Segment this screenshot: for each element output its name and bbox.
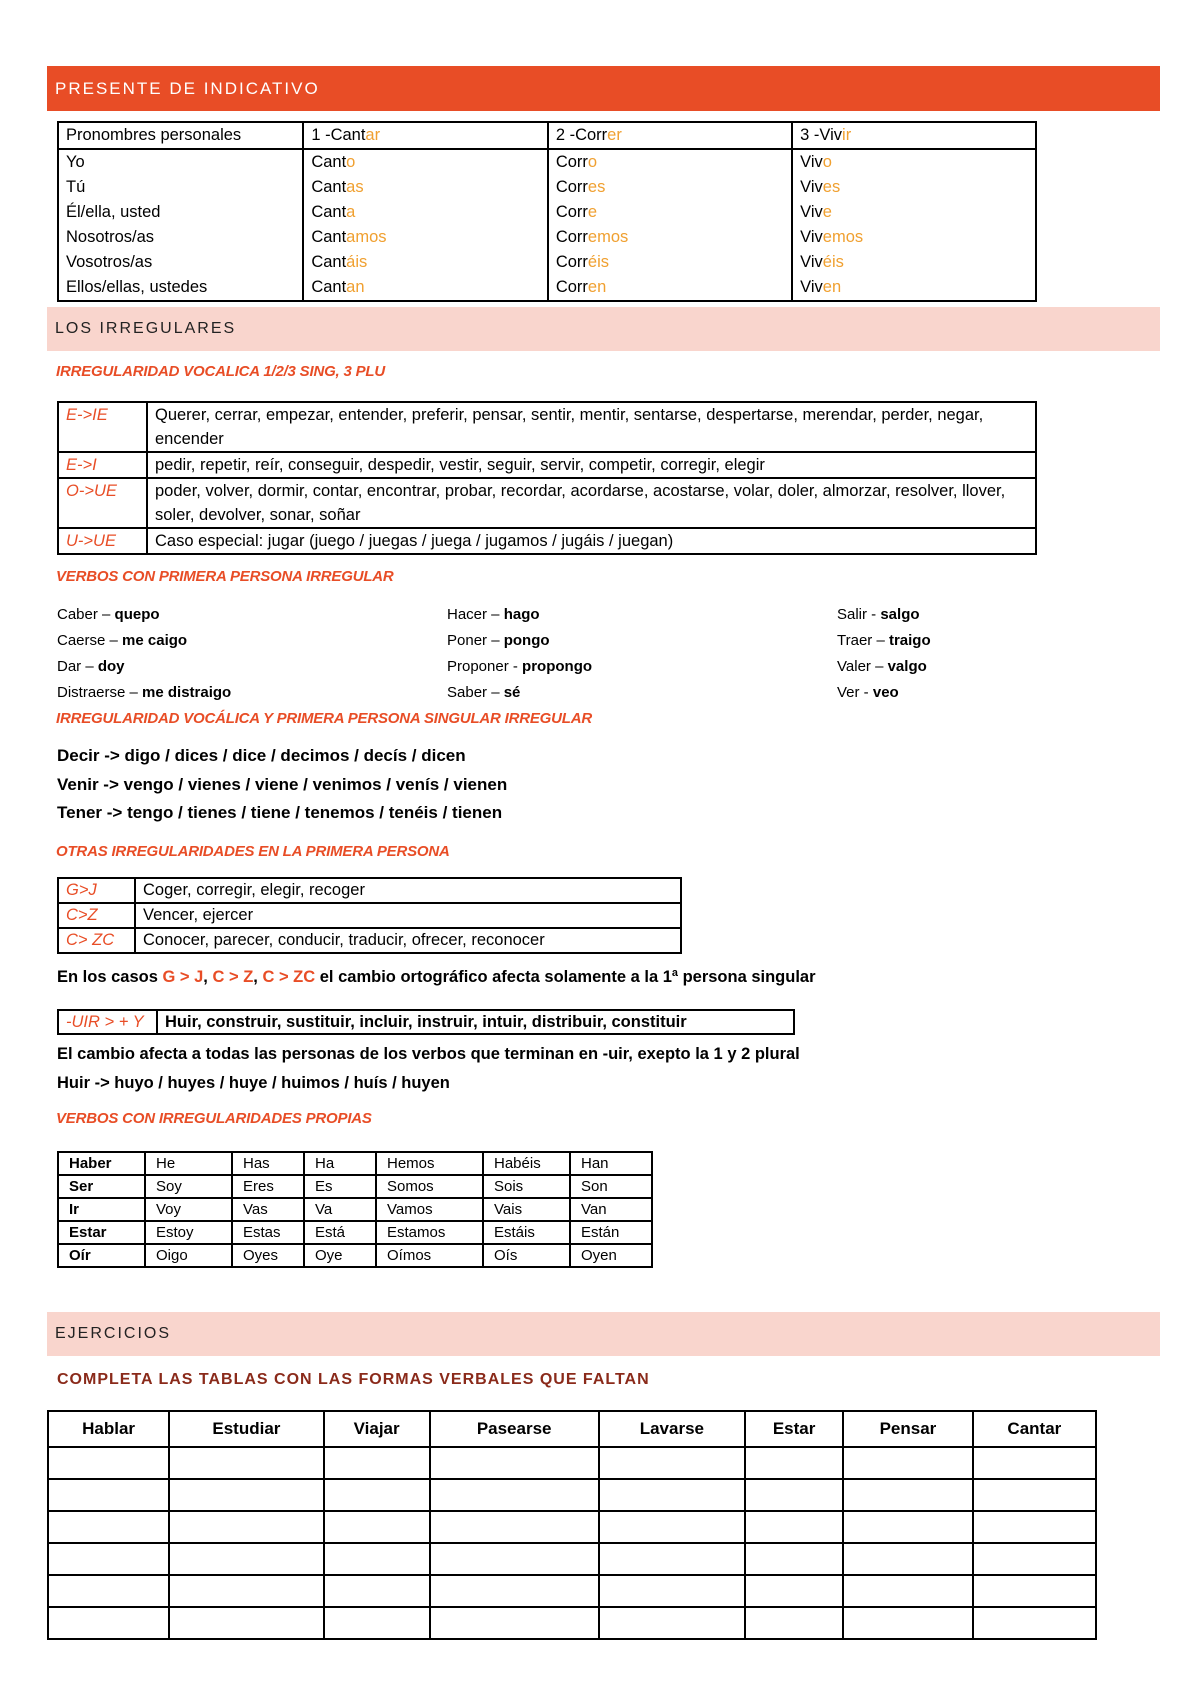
exercise-blank-cell[interactable] bbox=[843, 1447, 973, 1479]
verb-stem: Cant bbox=[311, 153, 347, 171]
verb-stem: Nosotros/as bbox=[66, 228, 155, 246]
exercise-row bbox=[48, 1543, 1096, 1575]
verb-stem: Él/ella, usted bbox=[66, 203, 161, 221]
exercise-blank-cell[interactable] bbox=[324, 1447, 430, 1479]
verb-infinitive: Proponer - bbox=[447, 658, 523, 675]
exercise-blank-cell[interactable] bbox=[169, 1575, 324, 1607]
table-row bbox=[58, 452, 1036, 478]
verb-form: Es bbox=[304, 1175, 376, 1198]
verb-form: me distraigo bbox=[142, 684, 232, 701]
verb-form: Oigo bbox=[145, 1244, 232, 1267]
verb-form: doy bbox=[97, 658, 125, 675]
conjugation-cell bbox=[792, 175, 1036, 200]
verb-form: Soy bbox=[145, 1175, 232, 1198]
verb-infinitive: Hacer – bbox=[447, 606, 504, 623]
vowel-change-table bbox=[57, 401, 1037, 555]
exercise-blank-cell[interactable] bbox=[430, 1511, 599, 1543]
exercise-blank-cell[interactable] bbox=[169, 1511, 324, 1543]
exercise-blank-cell[interactable] bbox=[599, 1575, 745, 1607]
verb-column bbox=[57, 602, 447, 706]
exercise-blank-cell[interactable] bbox=[843, 1543, 973, 1575]
exercise-blank-cell[interactable] bbox=[430, 1575, 599, 1607]
change-key: U->UE bbox=[58, 528, 147, 554]
conjugation-cell bbox=[303, 275, 548, 301]
verb-ending: es bbox=[822, 178, 841, 196]
exercise-blank-cell[interactable] bbox=[973, 1479, 1096, 1511]
verb-stem: 1 -Cant bbox=[311, 126, 366, 144]
uir-note: El cambio afecta a todas las personas de los verbos que terminan en -uir, exepto la 1 y 2 plural bbox=[57, 1045, 800, 1063]
section-header-presente bbox=[47, 66, 1160, 111]
verb-form: me caigo bbox=[122, 632, 188, 649]
exercise-blank-cell[interactable] bbox=[324, 1511, 430, 1543]
verb-pair bbox=[837, 654, 1200, 680]
table-row bbox=[58, 928, 681, 953]
verb-pair bbox=[57, 602, 447, 628]
exercise-column-header: Estudiar bbox=[169, 1411, 324, 1447]
verb-stem: Cant bbox=[311, 228, 347, 246]
verb-form: hago bbox=[503, 606, 540, 623]
exercise-blank-cell[interactable] bbox=[745, 1479, 843, 1511]
verb-stem: 3 -Viv bbox=[800, 126, 843, 144]
exercise-blank-cell[interactable] bbox=[973, 1447, 1096, 1479]
verb-form: quepo bbox=[114, 606, 160, 623]
verb-list: pedir, repetir, reír, conseguir, despedir, vestir, seguir, servir, competir, corregir, elegir bbox=[147, 452, 1036, 478]
table-row bbox=[58, 478, 1036, 528]
section-header-ejercicios bbox=[47, 1312, 1160, 1356]
uir-verbs: Huir, construir, sustituir, incluir, instruir, intuir, distribuir, constituir bbox=[157, 1010, 794, 1034]
verb-stem: Tú bbox=[66, 178, 86, 196]
combo-line: Tener -> tengo / tienes / tiene / tenemos / tenéis / tienen bbox=[57, 803, 503, 822]
conjugation-row bbox=[58, 225, 1036, 250]
exercise-column-header: Lavarse bbox=[599, 1411, 745, 1447]
section-title: LOS IRREGULARES bbox=[55, 320, 237, 337]
exercise-blank-cell[interactable] bbox=[973, 1607, 1096, 1639]
verb-list: Coger, corregir, elegir, recoger bbox=[135, 878, 681, 903]
verb-form: Vamos bbox=[376, 1198, 483, 1221]
subsection-title-propias: VERBOS CON IRREGULARIDADES PROPIAS bbox=[56, 1110, 372, 1127]
verb-pair bbox=[447, 628, 837, 654]
verb-form: Estoy bbox=[145, 1221, 232, 1244]
ortho-note: En los casos G > J, C > Z, C > ZC el cambio ortográfico afecta solamente a la 1ª persona singular bbox=[57, 968, 816, 986]
verb-form: valgo bbox=[887, 658, 927, 675]
verb-ending: amos bbox=[346, 228, 387, 246]
verb-infinitive: Estar bbox=[58, 1221, 145, 1244]
verb-form: Estáis bbox=[483, 1221, 570, 1244]
verb-ending: a bbox=[346, 203, 356, 221]
verb-infinitive: Ser bbox=[58, 1175, 145, 1198]
exercise-column-header: Estar bbox=[745, 1411, 843, 1447]
conjugation-cell bbox=[58, 200, 303, 225]
verb-form: Ha bbox=[304, 1152, 376, 1175]
exercise-blank-cell[interactable] bbox=[745, 1447, 843, 1479]
exercise-blank-cell[interactable] bbox=[745, 1511, 843, 1543]
change-key: E->IE bbox=[58, 402, 147, 452]
verb-stem: Ellos/ellas, ustedes bbox=[66, 278, 208, 296]
verb-ending: er bbox=[607, 126, 622, 144]
change-key: E->I bbox=[58, 452, 147, 478]
verb-ending: ar bbox=[365, 126, 381, 144]
verb-form: He bbox=[145, 1152, 232, 1175]
exercise-column-header: Pensar bbox=[843, 1411, 973, 1447]
exercise-blank-cell[interactable] bbox=[169, 1543, 324, 1575]
conjugation-row bbox=[58, 275, 1036, 301]
verb-stem: Corr bbox=[555, 203, 588, 221]
verb-form: Han bbox=[570, 1152, 652, 1175]
conjugation-table bbox=[57, 121, 1037, 302]
verb-infinitive: Caber – bbox=[57, 606, 115, 623]
table-row bbox=[58, 528, 1036, 554]
other-irregularities-table bbox=[57, 877, 682, 954]
verb-form: Oye bbox=[304, 1244, 376, 1267]
subsection-title-vocalica: IRREGULARIDAD VOCALICA 1/2/3 SING, 3 PLU bbox=[56, 363, 385, 380]
conjugation-cell bbox=[548, 275, 792, 301]
verb-form: Vais bbox=[483, 1198, 570, 1221]
exercise-blank-cell[interactable] bbox=[973, 1543, 1096, 1575]
verb-form: Son bbox=[570, 1175, 652, 1198]
verb-list: Conocer, parecer, conducir, traducir, ofrecer, reconocer bbox=[135, 928, 681, 953]
verb-form: Habéis bbox=[483, 1152, 570, 1175]
conjugation-cell bbox=[792, 225, 1036, 250]
verb-ending: ir bbox=[842, 126, 852, 144]
verb-form: Están bbox=[570, 1221, 652, 1244]
verb-list: Querer, cerrar, empezar, entender, preferir, pensar, sentir, mentir, sentarse, despertarse, merendar, perder, negar, encender bbox=[147, 402, 1036, 452]
exercise-blank-cell[interactable] bbox=[169, 1607, 324, 1639]
verb-stem: Cant bbox=[311, 178, 347, 196]
exercise-blank-cell[interactable] bbox=[843, 1607, 973, 1639]
conjugation-cell bbox=[58, 250, 303, 275]
exercise-blank-cell[interactable] bbox=[430, 1607, 599, 1639]
verb-ending: as bbox=[346, 178, 364, 196]
verb-list: Caso especial: jugar (juego / juegas / juega / jugamos / jugáis / juegan) bbox=[147, 528, 1036, 554]
verb-ending: emos bbox=[822, 228, 864, 246]
exercise-blank-cell[interactable] bbox=[324, 1479, 430, 1511]
conjugation-cell bbox=[58, 275, 303, 301]
conjugation-cell bbox=[58, 122, 303, 149]
verb-form: pongo bbox=[503, 632, 550, 649]
conjugation-cell bbox=[548, 149, 792, 175]
section-header-irregulares bbox=[47, 307, 1160, 351]
exercise-blank-cell[interactable] bbox=[48, 1543, 169, 1575]
exercise-blank-cell[interactable] bbox=[48, 1575, 169, 1607]
verb-infinitive: Distraerse – bbox=[57, 684, 143, 701]
verb-ending: o bbox=[346, 153, 356, 171]
verb-ending: en bbox=[587, 278, 607, 296]
verb-list: Vencer, ejercer bbox=[135, 903, 681, 928]
verb-pair bbox=[57, 680, 447, 706]
verb-stem: Corr bbox=[555, 228, 588, 246]
table-row bbox=[58, 878, 681, 903]
verb-stem: Viv bbox=[800, 278, 823, 296]
exercise-blank-cell[interactable] bbox=[843, 1575, 973, 1607]
exercise-instruction: COMPLETA LAS TABLAS CON LAS FORMAS VERBALES QUE FALTAN bbox=[57, 1371, 650, 1388]
conjugation-cell bbox=[548, 200, 792, 225]
verb-stem: Vosotros/as bbox=[66, 253, 153, 271]
verb-form: Está bbox=[304, 1221, 376, 1244]
uir-table bbox=[57, 1009, 795, 1035]
exercise-blank-cell[interactable] bbox=[48, 1479, 169, 1511]
verb-form: Has bbox=[232, 1152, 304, 1175]
conjugation-cell bbox=[303, 149, 548, 175]
verb-form: Estamos bbox=[376, 1221, 483, 1244]
conjugation-cell bbox=[548, 250, 792, 275]
change-key: O->UE bbox=[58, 478, 147, 528]
table-row bbox=[58, 1175, 652, 1198]
verb-form: salgo bbox=[880, 606, 920, 623]
verb-ending: e bbox=[587, 203, 598, 221]
exercise-blank-cell[interactable] bbox=[324, 1575, 430, 1607]
exercise-blank-cell[interactable] bbox=[430, 1543, 599, 1575]
exercise-blank-cell[interactable] bbox=[599, 1543, 745, 1575]
verb-ending: an bbox=[346, 278, 365, 296]
verb-infinitive: Ir bbox=[58, 1198, 145, 1221]
exercise-blank-cell[interactable] bbox=[599, 1607, 745, 1639]
exercise-blank-cell[interactable] bbox=[745, 1607, 843, 1639]
exercise-blank-cell[interactable] bbox=[973, 1575, 1096, 1607]
verb-ending: emos bbox=[587, 228, 629, 246]
verb-infinitive: Haber bbox=[58, 1152, 145, 1175]
combo-line: Decir -> digo / dices / dice / decimos / decís / dicen bbox=[57, 746, 466, 765]
verb-pair bbox=[447, 680, 837, 706]
verb-infinitive: Traer – bbox=[837, 632, 889, 649]
exercise-blank-cell[interactable] bbox=[599, 1479, 745, 1511]
conjugation-cell bbox=[792, 149, 1036, 175]
verb-pair bbox=[447, 602, 837, 628]
table-row bbox=[58, 903, 681, 928]
verb-ending: o bbox=[822, 153, 832, 171]
verb-form: veo bbox=[872, 684, 899, 701]
verb-form: Somos bbox=[376, 1175, 483, 1198]
conjugation-cell bbox=[303, 175, 548, 200]
verb-infinitive: Salir - bbox=[837, 606, 881, 623]
exercise-blank-cell[interactable] bbox=[48, 1447, 169, 1479]
exercise-column-header: Hablar bbox=[48, 1411, 169, 1447]
verb-ending: éis bbox=[822, 253, 844, 271]
exercise-row bbox=[48, 1447, 1096, 1479]
exercise-blank-cell[interactable] bbox=[599, 1447, 745, 1479]
verb-stem: 2 -Corr bbox=[555, 126, 608, 144]
exercise-table bbox=[47, 1410, 1097, 1640]
exercise-blank-cell[interactable] bbox=[48, 1607, 169, 1639]
verb-stem: Pronombres personales bbox=[66, 126, 242, 144]
verb-pair bbox=[57, 628, 447, 654]
verb-form: Van bbox=[570, 1198, 652, 1221]
verb-form: traigo bbox=[888, 632, 931, 649]
table-row bbox=[58, 1221, 652, 1244]
subsection-title-otras: OTRAS IRREGULARIDADES EN LA PRIMERA PERSONA bbox=[56, 843, 450, 860]
exercise-blank-cell[interactable] bbox=[324, 1543, 430, 1575]
verb-infinitive: Poner – bbox=[447, 632, 504, 649]
exercise-column-header: Cantar bbox=[973, 1411, 1096, 1447]
exercise-blank-cell[interactable] bbox=[430, 1447, 599, 1479]
verb-stem: Cant bbox=[311, 253, 347, 271]
verb-pair bbox=[837, 602, 1200, 628]
table-row bbox=[58, 1244, 652, 1267]
verb-pair bbox=[57, 654, 447, 680]
exercise-blank-cell[interactable] bbox=[48, 1511, 169, 1543]
verb-stem: Viv bbox=[800, 228, 823, 246]
verb-stem: Cant bbox=[311, 278, 347, 296]
conjugation-cell bbox=[548, 175, 792, 200]
verb-ending: es bbox=[587, 178, 606, 196]
conjugation-cell bbox=[303, 225, 548, 250]
exercise-row bbox=[48, 1575, 1096, 1607]
table-row bbox=[58, 402, 1036, 452]
verb-form: Hemos bbox=[376, 1152, 483, 1175]
verb-infinitive: Caerse – bbox=[57, 632, 123, 649]
section-title: EJERCICIOS bbox=[55, 1325, 172, 1342]
combo-line: Venir -> vengo / vienes / viene / venimos / venís / vienen bbox=[57, 775, 508, 794]
exercise-header-row bbox=[48, 1411, 1096, 1447]
exercise-blank-cell[interactable] bbox=[169, 1447, 324, 1479]
exercise-column-header: Viajar bbox=[324, 1411, 430, 1447]
verb-form: propongo bbox=[522, 658, 593, 675]
exercise-blank-cell[interactable] bbox=[745, 1575, 843, 1607]
conjugation-cell bbox=[792, 200, 1036, 225]
exercise-row bbox=[48, 1479, 1096, 1511]
verb-form: Oímos bbox=[376, 1244, 483, 1267]
conjugation-cell bbox=[792, 250, 1036, 275]
verb-form: Estas bbox=[232, 1221, 304, 1244]
verb-ending: e bbox=[822, 203, 832, 221]
verb-stem: Yo bbox=[66, 153, 85, 171]
verb-list: poder, volver, dormir, contar, encontrar, probar, recordar, acordarse, acostarse, volar, doler, almorzar, resolver, llover, soler, devolver, sonar, soñar bbox=[147, 478, 1036, 528]
verb-pair bbox=[837, 680, 1200, 706]
verb-stem: Corr bbox=[555, 153, 588, 171]
verb-form: Oyes bbox=[232, 1244, 304, 1267]
conjugation-cell bbox=[548, 122, 792, 149]
verb-stem: Viv bbox=[800, 253, 823, 271]
conjugation-cell bbox=[303, 250, 548, 275]
conjugation-row bbox=[58, 250, 1036, 275]
change-key: C>Z bbox=[58, 903, 135, 928]
verb-form: Sois bbox=[483, 1175, 570, 1198]
exercise-blank-cell[interactable] bbox=[843, 1511, 973, 1543]
verb-stem: Corr bbox=[555, 178, 588, 196]
verb-pair bbox=[447, 654, 837, 680]
conjugation-header-row bbox=[58, 122, 1036, 149]
table-row bbox=[58, 1152, 652, 1175]
verb-infinitive: Valer – bbox=[837, 658, 888, 675]
conjugation-cell bbox=[303, 200, 548, 225]
conjugation-cell bbox=[792, 122, 1036, 149]
own-irregular-table bbox=[57, 1151, 653, 1268]
uir-example: Huir -> huyo / huyes / huye / huimos / huís / huyen bbox=[57, 1074, 450, 1092]
verb-pair bbox=[837, 628, 1200, 654]
verb-form: sé bbox=[503, 684, 521, 701]
conjugation-cell bbox=[792, 275, 1036, 301]
uir-key: -UIR > + Y bbox=[58, 1010, 157, 1034]
subsection-title-primera-persona: VERBOS CON PRIMERA PERSONA IRREGULAR bbox=[56, 568, 394, 585]
verb-form: Va bbox=[304, 1198, 376, 1221]
verb-stem: Corr bbox=[555, 278, 588, 296]
verb-infinitive: Saber – bbox=[447, 684, 504, 701]
exercise-blank-cell[interactable] bbox=[324, 1607, 430, 1639]
conjugation-cell bbox=[548, 225, 792, 250]
conjugation-cell bbox=[303, 122, 548, 149]
verb-stem: Viv bbox=[800, 178, 823, 196]
section-title: PRESENTE DE INDICATIVO bbox=[55, 78, 320, 98]
conjugation-cell bbox=[58, 175, 303, 200]
verb-ending: en bbox=[822, 278, 842, 296]
verb-form: Voy bbox=[145, 1198, 232, 1221]
verb-form: Eres bbox=[232, 1175, 304, 1198]
exercise-column-header: Pasearse bbox=[430, 1411, 599, 1447]
verb-form: Oís bbox=[483, 1244, 570, 1267]
conjugation-row bbox=[58, 175, 1036, 200]
verb-column bbox=[837, 602, 1200, 706]
change-key: C> ZC bbox=[58, 928, 135, 953]
verb-form: Oyen bbox=[570, 1244, 652, 1267]
change-key: G>J bbox=[58, 878, 135, 903]
verb-ending: áis bbox=[346, 253, 368, 271]
exercise-blank-cell[interactable] bbox=[599, 1511, 745, 1543]
verb-stem: Viv bbox=[800, 153, 823, 171]
verb-infinitive: Oír bbox=[58, 1244, 145, 1267]
exercise-blank-cell[interactable] bbox=[973, 1511, 1096, 1543]
exercise-row bbox=[48, 1511, 1096, 1543]
conjugation-row bbox=[58, 200, 1036, 225]
exercise-blank-cell[interactable] bbox=[843, 1479, 973, 1511]
exercise-blank-cell[interactable] bbox=[430, 1479, 599, 1511]
verb-ending: éis bbox=[587, 253, 609, 271]
conjugation-row bbox=[58, 149, 1036, 175]
table-row bbox=[58, 1198, 652, 1221]
conjugation-cell bbox=[58, 149, 303, 175]
verb-form: Vas bbox=[232, 1198, 304, 1221]
verb-ending: o bbox=[587, 153, 598, 171]
verb-column bbox=[447, 602, 837, 706]
verb-infinitive: Ver - bbox=[837, 684, 873, 701]
conjugation-cell bbox=[58, 225, 303, 250]
exercise-blank-cell[interactable] bbox=[745, 1543, 843, 1575]
verb-stem: Viv bbox=[800, 203, 823, 221]
verb-stem: Corr bbox=[555, 253, 588, 271]
verb-stem: Cant bbox=[311, 203, 347, 221]
verb-infinitive: Dar – bbox=[57, 658, 98, 675]
exercise-blank-cell[interactable] bbox=[169, 1479, 324, 1511]
exercise-row bbox=[48, 1607, 1096, 1639]
subsection-title-combo: IRREGULARIDAD VOCÁLICA Y PRIMERA PERSONA SINGULAR IRREGULAR bbox=[56, 710, 593, 727]
